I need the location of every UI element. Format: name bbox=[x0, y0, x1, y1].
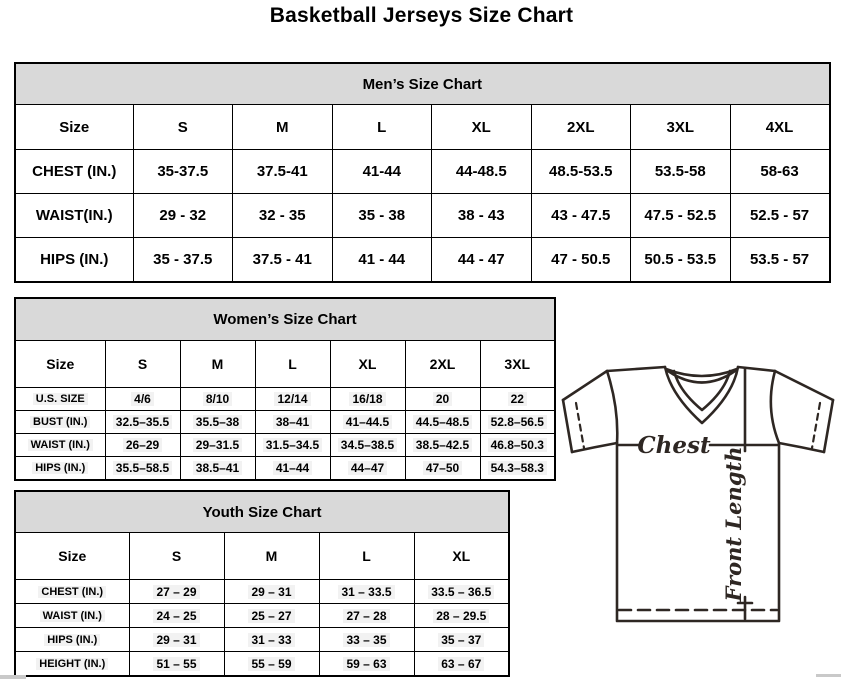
size-value-cell: 38.5–42.5 bbox=[405, 434, 480, 457]
size-value-cell: 31 – 33.5 bbox=[319, 580, 414, 604]
size-value-cell: 51 – 55 bbox=[129, 652, 224, 677]
size-value-cell: 50.5 - 53.5 bbox=[631, 238, 731, 283]
row-label: BUST (IN.) bbox=[15, 411, 105, 434]
size-column-header: S bbox=[129, 533, 224, 580]
jersey-outline-drawing bbox=[555, 353, 843, 645]
size-value-cell: 54.3–58.3 bbox=[480, 457, 555, 481]
measurement-row bbox=[15, 434, 555, 457]
size-value-cell: 35.5–38 bbox=[180, 411, 255, 434]
size-column-header: Size bbox=[15, 105, 133, 150]
measurement-row bbox=[15, 580, 509, 604]
size-value-cell: 31 – 33 bbox=[224, 628, 319, 652]
size-value-cell: 46.8–50.3 bbox=[480, 434, 555, 457]
horizontal-scrollbar-fragment-left[interactable] bbox=[0, 675, 26, 679]
size-column-header: XL bbox=[330, 341, 405, 388]
size-value-cell: 53.5 - 57 bbox=[730, 238, 830, 283]
size-value-cell: 43 - 47.5 bbox=[531, 194, 631, 238]
size-value-cell: 35-37.5 bbox=[133, 150, 233, 194]
size-value-cell: 44.5–48.5 bbox=[405, 411, 480, 434]
front-length-label: Front Length bbox=[721, 446, 746, 602]
size-value-cell: 29 – 31 bbox=[224, 580, 319, 604]
size-value-cell: 8/10 bbox=[180, 388, 255, 411]
chest-label: Chest bbox=[637, 432, 711, 459]
mens-size-chart-table bbox=[14, 62, 831, 283]
size-value-cell: 63 – 67 bbox=[414, 652, 509, 677]
size-value-cell: 38 - 43 bbox=[432, 194, 532, 238]
jersey-left-underarm bbox=[572, 443, 617, 452]
size-column-header: L bbox=[332, 105, 432, 150]
row-label: U.S. SIZE bbox=[15, 388, 105, 411]
size-column-header: M bbox=[224, 533, 319, 580]
jersey-left-shoulder-line bbox=[607, 367, 665, 371]
chart-title-row bbox=[15, 298, 555, 341]
size-value-cell: 31.5–34.5 bbox=[255, 434, 330, 457]
size-column-header: XL bbox=[432, 105, 532, 150]
size-column-header: 3XL bbox=[631, 105, 731, 150]
size-value-cell: 33 – 35 bbox=[319, 628, 414, 652]
size-value-cell: 20 bbox=[405, 388, 480, 411]
size-column-header: 4XL bbox=[730, 105, 830, 150]
size-value-cell: 12/14 bbox=[255, 388, 330, 411]
size-value-cell: 27 – 29 bbox=[129, 580, 224, 604]
size-column-header: 3XL bbox=[480, 341, 555, 388]
chart-title: Women’s Size Chart bbox=[15, 298, 555, 341]
size-value-cell: 41-44 bbox=[332, 150, 432, 194]
size-value-cell: 35 – 37 bbox=[414, 628, 509, 652]
size-value-cell: 38.5–41 bbox=[180, 457, 255, 481]
measurement-row bbox=[15, 238, 830, 283]
row-label: HIPS (IN.) bbox=[15, 628, 129, 652]
jersey-left-cuff bbox=[563, 400, 572, 452]
measurement-row bbox=[15, 388, 555, 411]
size-value-cell: 22 bbox=[480, 388, 555, 411]
row-label: HIPS (IN.) bbox=[15, 238, 133, 283]
chart-title-row bbox=[15, 63, 830, 105]
size-value-cell: 32 - 35 bbox=[233, 194, 333, 238]
size-column-header: M bbox=[180, 341, 255, 388]
size-value-cell: 47 - 50.5 bbox=[531, 238, 631, 283]
size-header-row bbox=[15, 105, 830, 150]
chart-title: Youth Size Chart bbox=[15, 491, 509, 533]
measurement-row bbox=[15, 457, 555, 481]
measurement-row bbox=[15, 411, 555, 434]
size-column-header: 2XL bbox=[405, 341, 480, 388]
jersey-left-armhole-seam bbox=[607, 371, 617, 443]
measurement-row bbox=[15, 604, 509, 628]
row-label: WAIST (IN.) bbox=[15, 434, 105, 457]
measurement-row bbox=[15, 652, 509, 677]
measurement-row bbox=[15, 150, 830, 194]
size-column-header: XL bbox=[414, 533, 509, 580]
measurement-row bbox=[15, 628, 509, 652]
size-column-header: S bbox=[105, 341, 180, 388]
size-value-cell: 24 – 25 bbox=[129, 604, 224, 628]
size-value-cell: 58-63 bbox=[730, 150, 830, 194]
size-column-header: 2XL bbox=[531, 105, 631, 150]
chart-title-row bbox=[15, 491, 509, 533]
size-value-cell: 52.8–56.5 bbox=[480, 411, 555, 434]
size-value-cell: 44 - 47 bbox=[432, 238, 532, 283]
chart-title: Men’s Size Chart bbox=[15, 63, 830, 105]
size-value-cell: 37.5 - 41 bbox=[233, 238, 333, 283]
womens-size-chart-table bbox=[14, 297, 556, 481]
row-label: CHEST (IN.) bbox=[15, 150, 133, 194]
horizontal-scrollbar-fragment-right[interactable] bbox=[816, 674, 841, 677]
size-value-cell: 53.5-58 bbox=[631, 150, 731, 194]
size-value-cell: 44-48.5 bbox=[432, 150, 532, 194]
row-label: CHEST (IN.) bbox=[15, 580, 129, 604]
size-value-cell: 55 – 59 bbox=[224, 652, 319, 677]
size-column-header: Size bbox=[15, 533, 129, 580]
size-value-cell: 29–31.5 bbox=[180, 434, 255, 457]
size-value-cell: 34.5–38.5 bbox=[330, 434, 405, 457]
size-value-cell: 29 – 31 bbox=[129, 628, 224, 652]
jersey-right-sleeve-top bbox=[775, 371, 833, 400]
size-value-cell: 38–41 bbox=[255, 411, 330, 434]
size-value-cell: 47–50 bbox=[405, 457, 480, 481]
jersey-left-sleeve-top bbox=[563, 371, 607, 400]
size-value-cell: 41–44.5 bbox=[330, 411, 405, 434]
size-value-cell: 16/18 bbox=[330, 388, 405, 411]
row-label: HIPS (IN.) bbox=[15, 457, 105, 481]
size-column-header: L bbox=[255, 341, 330, 388]
jersey-right-underarm bbox=[779, 443, 824, 452]
size-column-header: S bbox=[133, 105, 233, 150]
size-header-row bbox=[15, 533, 509, 580]
size-value-cell: 27 – 28 bbox=[319, 604, 414, 628]
size-value-cell: 29 - 32 bbox=[133, 194, 233, 238]
jersey-right-cuff-dashed-seam bbox=[812, 403, 820, 448]
row-label: WAIST(IN.) bbox=[15, 194, 133, 238]
size-column-header: L bbox=[319, 533, 414, 580]
size-value-cell: 41–44 bbox=[255, 457, 330, 481]
row-label: WAIST (IN.) bbox=[15, 604, 129, 628]
size-value-cell: 59 – 63 bbox=[319, 652, 414, 677]
size-value-cell: 41 - 44 bbox=[332, 238, 432, 283]
size-value-cell: 28 – 29.5 bbox=[414, 604, 509, 628]
size-value-cell: 35 - 37.5 bbox=[133, 238, 233, 283]
size-value-cell: 44–47 bbox=[330, 457, 405, 481]
size-value-cell: 47.5 - 52.5 bbox=[631, 194, 731, 238]
jersey-right-armhole-seam bbox=[771, 371, 779, 443]
jersey-measurement-diagram bbox=[555, 353, 843, 645]
measurement-row bbox=[15, 194, 830, 238]
size-value-cell: 48.5-53.5 bbox=[531, 150, 631, 194]
size-value-cell: 37.5-41 bbox=[233, 150, 333, 194]
jersey-right-cuff bbox=[824, 400, 833, 452]
jersey-body-outline bbox=[617, 443, 779, 621]
size-value-cell: 35.5–58.5 bbox=[105, 457, 180, 481]
page-title: Basketball Jerseys Size Chart bbox=[269, 4, 574, 27]
size-value-cell: 25 – 27 bbox=[224, 604, 319, 628]
row-label: HEIGHT (IN.) bbox=[15, 652, 129, 677]
youth-size-chart-table bbox=[14, 490, 510, 677]
size-value-cell: 32.5–35.5 bbox=[105, 411, 180, 434]
jersey-left-cuff-dashed-seam bbox=[576, 403, 584, 448]
size-value-cell: 33.5 – 36.5 bbox=[414, 580, 509, 604]
size-value-cell: 26–29 bbox=[105, 434, 180, 457]
size-value-cell: 4/6 bbox=[105, 388, 180, 411]
jersey-right-shoulder-line bbox=[738, 367, 775, 371]
size-header-row bbox=[15, 341, 555, 388]
size-column-header: M bbox=[233, 105, 333, 150]
size-value-cell: 52.5 - 57 bbox=[730, 194, 830, 238]
size-column-header: Size bbox=[15, 341, 105, 388]
size-value-cell: 35 - 38 bbox=[332, 194, 432, 238]
